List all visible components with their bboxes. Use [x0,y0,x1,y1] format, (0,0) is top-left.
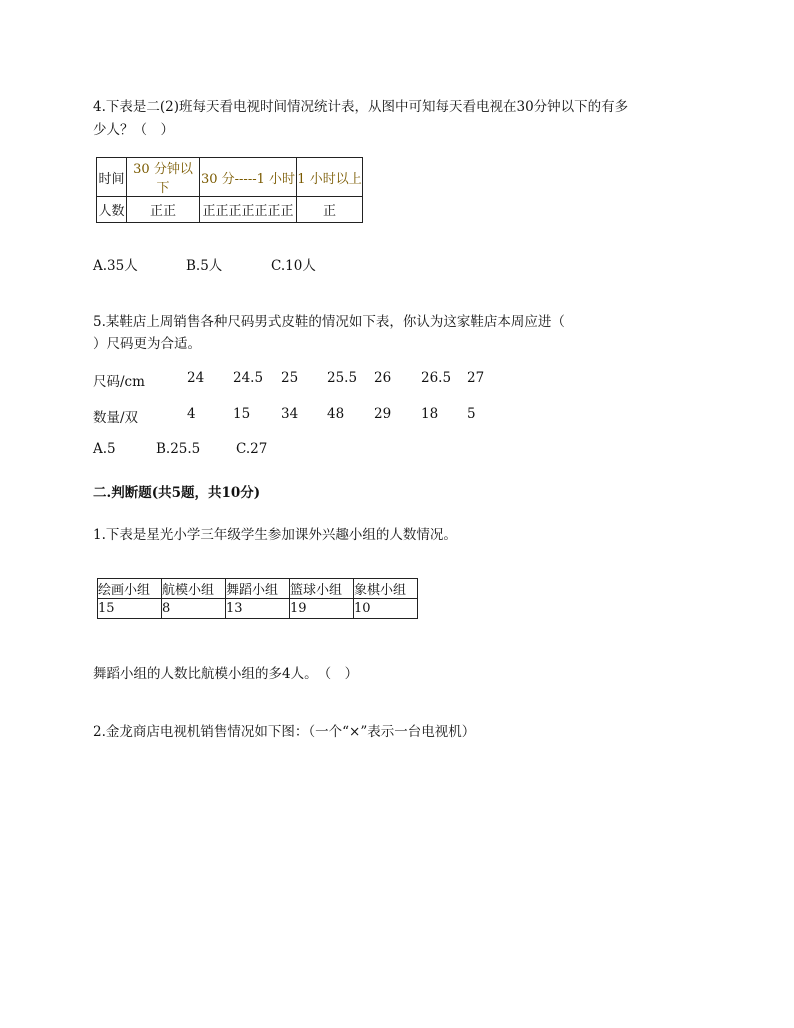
table-cell: 象棋小组 [354,579,418,599]
table-cell: 航模小组 [162,579,226,599]
table-cell: 30 分-----1 小时 [200,158,297,197]
size-value: 26.5 [421,370,452,386]
table-cell: 15 [98,599,162,619]
size-label: 尺码/cm [93,374,145,390]
j2-text: 2.金龙商店电视机销售情况如下图：（一个“×”表示一台电视机） [93,724,476,740]
quantity-value: 48 [327,406,345,422]
j1-statement: 舞蹈小组的人数比航模小组的多4人。 （ ） [93,666,359,682]
quantity-value: 34 [281,406,299,422]
table-cell: 绘画小组 [98,579,162,599]
q5-option-c: C.27 [236,441,268,457]
size-value: 27 [467,370,485,386]
table-cell: 篮球小组 [290,579,354,599]
j1-interest-group-table [97,578,418,619]
quantity-value: 18 [421,406,439,422]
j1-text: 1.下表是星光小学三年级学生参加课外兴趣小组的人数情况。 [93,527,457,543]
table-cell: 人数 [97,197,127,223]
table-cell: 13 [226,599,290,619]
q5-text-line1: 5.某鞋店上周销售各种尺码男式皮鞋的情况如下表，你认为这家鞋店本周应进（ [93,314,565,330]
table-row [97,197,363,223]
q4-option-c: C.10人 [271,258,316,274]
q5-option-b: B.25.5 [156,441,201,457]
table-cell: 正正 [127,197,200,223]
size-value: 24 [187,370,205,386]
size-value: 24.5 [233,370,264,386]
table-cell: 正正正正正正正 [200,197,297,223]
table-cell: 舞蹈小组 [226,579,290,599]
q4-option-a: A.35人 [93,258,138,274]
quantity-value: 5 [467,406,476,422]
table-cell: 1 小时以上 [297,158,363,197]
table-row [97,158,363,197]
table-row [98,579,418,599]
quantity-value: 29 [374,406,392,422]
quantity-value: 15 [233,406,251,422]
table-cell: 30 分钟以下 [127,158,200,197]
table-cell: 8 [162,599,226,619]
q4-option-b: B.5人 [186,258,223,274]
section-title: 二.判断题(共5题，共10分) [93,485,261,501]
q4-tv-time-table [96,157,363,223]
q4-text-line2: 少人？（ ） [93,122,174,138]
table-row [98,599,418,619]
q5-text-line2: ）尺码更为合适。 [93,336,201,352]
quantity-label: 数量/双 [93,410,139,426]
quantity-value: 4 [187,406,196,422]
table-cell: 19 [290,599,354,619]
table-cell: 时间 [97,158,127,197]
q5-option-a: A.5 [93,441,116,457]
table-cell: 10 [354,599,418,619]
size-value: 26 [374,370,392,386]
q4-text-line1: 4.下表是二(2)班每天看电视时间情况统计表，从图中可知每天看电视在30分钟以下的有多 [93,99,629,115]
table-cell: 正 [297,197,363,223]
size-value: 25.5 [327,370,358,386]
size-value: 25 [281,370,299,386]
